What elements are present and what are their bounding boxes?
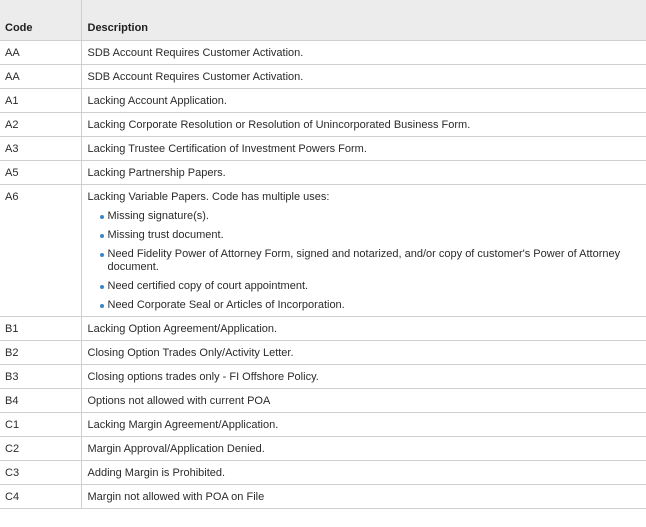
table-row [0, 160, 646, 184]
description-cell: Lacking Margin Agreement/Application. [81, 412, 646, 436]
code-cell: A2 [0, 112, 81, 136]
description-cell: Lacking Corporate Resolution or Resolution of Unincorporated Business Form. [81, 112, 646, 136]
description-text: Lacking Variable Papers. Code has multiple uses: [87, 190, 330, 203]
code-cell: B2 [0, 340, 81, 364]
description-cell: SDB Account Requires Customer Activation. [81, 64, 646, 88]
table-row [0, 412, 646, 436]
table-row [0, 88, 646, 112]
code-cell: B1 [0, 316, 81, 340]
table-row [0, 316, 646, 340]
table-row [0, 64, 646, 88]
description-cell: Lacking Trustee Certification of Investment Powers Form. [81, 136, 646, 160]
table-header-row [0, 0, 646, 40]
description-cell [81, 184, 646, 316]
code-column-header: Code [0, 0, 81, 40]
bullet-list [88, 210, 641, 312]
description-cell: Margin not allowed with POA on File [81, 484, 646, 508]
code-cell: AA [0, 64, 81, 88]
code-cell: C3 [0, 460, 81, 484]
table-row [0, 136, 646, 160]
table-row [0, 484, 646, 508]
list-item: Missing signature(s). [100, 210, 641, 223]
code-cell: A5 [0, 160, 81, 184]
table-row [0, 364, 646, 388]
description-cell: Options not allowed with current POA [81, 388, 646, 412]
table-row [0, 184, 646, 316]
description-cell: Lacking Partnership Papers. [81, 160, 646, 184]
list-item: Need Fidelity Power of Attorney Form, signed and notarized, and/or copy of customer's Power of Attorney document. [100, 248, 641, 274]
list-item: Missing trust document. [100, 229, 641, 242]
code-cell: C2 [0, 436, 81, 460]
code-cell: B3 [0, 364, 81, 388]
description-cell: Closing Option Trades Only/Activity Letter. [81, 340, 646, 364]
table-row [0, 460, 646, 484]
list-item: Need Corporate Seal or Articles of Incorporation. [100, 299, 641, 312]
table-row [0, 112, 646, 136]
code-cell: A1 [0, 88, 81, 112]
description-cell: Lacking Account Application. [81, 88, 646, 112]
description-cell: Closing options trades only - FI Offshore Policy. [81, 364, 646, 388]
description-cell: SDB Account Requires Customer Activation. [81, 40, 646, 64]
code-cell: C4 [0, 484, 81, 508]
description-column-header: Description [81, 0, 646, 40]
table-row [0, 388, 646, 412]
description-cell: Lacking Option Agreement/Application. [81, 316, 646, 340]
table-row [0, 436, 646, 460]
code-cell: AA [0, 40, 81, 64]
list-item: Need certified copy of court appointment. [100, 280, 641, 293]
code-cell: A6 [0, 184, 81, 316]
description-cell: Adding Margin is Prohibited. [81, 460, 646, 484]
table-row [0, 40, 646, 64]
table-row [0, 340, 646, 364]
code-cell: C1 [0, 412, 81, 436]
description-cell: Margin Approval/Application Denied. [81, 436, 646, 460]
code-cell: B4 [0, 388, 81, 412]
code-cell: A3 [0, 136, 81, 160]
